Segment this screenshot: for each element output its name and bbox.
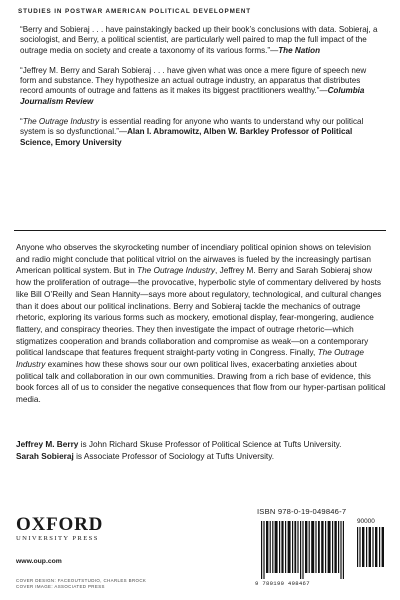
blurb-quote-open: “ xyxy=(20,117,23,127)
blurbs xyxy=(16,25,384,158)
blurb-quote: “Berry and Sobieraj . . . have painstakingly backed up their book’s conclusions with data. Sobieraj, a sociologist, and Berry, a political scientist, are particularly well paired to map the full impact of the outrage media on society and create a taxonomy of its various forms.”— xyxy=(20,25,378,55)
isbn-number: ISBN 978-0-19-049846-7 xyxy=(257,507,347,516)
series-title: STUDIES IN POSTWAR AMERICAN POLITICAL DEVELOPMENT xyxy=(18,8,252,15)
blurb-quote: is essential reading for anyone who wants to understand why our political system is so dysfunctional.”— xyxy=(20,117,364,137)
blurb-nation xyxy=(20,25,384,56)
publisher-logo xyxy=(16,516,103,543)
blurb-cjr xyxy=(20,66,384,107)
blurb-book-title: The Outrage Industry xyxy=(22,117,100,127)
cover-image-credit: COVER IMAGE: ASSOCIATED PRESS xyxy=(16,583,105,589)
blurb-source: The Nation xyxy=(278,45,321,55)
author-name: Jeffrey M. Berry xyxy=(16,440,79,449)
book-title: The Outrage Industry xyxy=(16,348,364,370)
summary-text: , Jeffrey M. Berry and Sarah Sobieraj show how the proliferation of outrage—the provocative, hyperbolic style of commentary delivered by hosts like Bill O’Reilly and Sean Hannity—says more about regulatory, technological, and cultural changes than it does about our political inclinations. Berry and Sobieraj tackle the mechanics of outrage rhetoric, exploring its various forms such as mockery, emotional display, fear-mongering, audience flattery, and conspiracy theories. They then investigate the impact of outrage rhetoric—which stigmatizes cooperation and brands collaboration and compromise as weak—on a contemporary political landscape that features frequent straight-party voting in Congress. Finally, xyxy=(16,266,382,358)
summary-paragraph xyxy=(16,242,386,406)
blurb-abramowitz xyxy=(20,117,384,148)
section-divider xyxy=(14,230,386,231)
author-description: is Associate Professor of Sociology at Tufts University. xyxy=(73,451,275,461)
author-bio xyxy=(16,451,386,463)
price-barcode-icon xyxy=(357,527,385,567)
summary-text: Anyone who observes the skyrocketing number of incendiary political opinion shows on television and radio might conclude that political vitriol on the airwaves is fueled by the increasingly partisan American political system. But in xyxy=(16,243,371,276)
blurb-quote: “Jeffrey M. Berry and Sarah Sobieraj . . . have given what was once a mere figure of speech new form and substance. They hypothesize an actual outrage industry, an apparatus that distributes record amounts of outrage and fattens as it makes its biggest practitioners wealthy.”— xyxy=(20,65,367,96)
author-bio xyxy=(16,439,386,451)
publisher-press: UNIVERSITY PRESS xyxy=(16,535,99,542)
book-title: The Outrage Industry xyxy=(137,266,216,276)
author-bios xyxy=(16,439,386,462)
summary-text: examines how these shows sour our own political lives, exacerbating anxieties about political talk and collaboration in our own communities. Drawing from a rich base of evidence, this book forces all of us to consider the negative consequences that flow from our hyper-partisan political media. xyxy=(16,360,386,405)
book-summary xyxy=(16,242,386,406)
isbn-barcode xyxy=(255,505,387,593)
author-name: Sarah Sobieraj xyxy=(16,451,74,461)
publisher-name: OXFORD xyxy=(16,514,104,535)
price-code: 90000 xyxy=(357,518,375,525)
barcode-icon xyxy=(255,519,355,581)
cover-design-credit: COVER DESIGN: FACEOUTSTUDIO, CHARLES BROCK xyxy=(16,578,147,583)
blurb-source: Columbia Journalism Review xyxy=(20,86,365,106)
cover-credits xyxy=(16,578,146,589)
publisher-url[interactable]: www.oup.com xyxy=(16,558,62,565)
barcode-digits: 9 780190 498467 xyxy=(255,580,310,587)
blurb-source: Alan I. Abramowitz, Alben W. Barkley Professor of Political Science, Emory University xyxy=(20,127,353,147)
author-description: is John Richard Skuse Professor of Political Science at Tufts University. xyxy=(78,440,342,449)
